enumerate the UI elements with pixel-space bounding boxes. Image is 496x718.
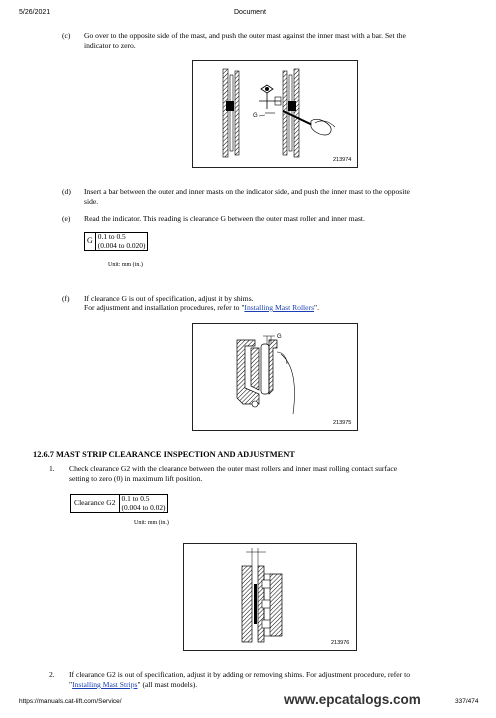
clearance-g2-name: Clearance G2 — [71, 495, 120, 513]
clearance-g-values — [95, 233, 148, 251]
step-f-label: (f) — [62, 294, 70, 303]
clearance-g-in: (0.004 to 0.020) — [97, 240, 146, 250]
clearance-g2-mm: 0.1 to 0.5 — [121, 494, 150, 503]
fig1-number: 213974 — [333, 157, 352, 163]
section-step-1-line1: Check clearance G2 with the clearance between the outer mast rollers and inner mast rolling contact surface — [69, 464, 398, 473]
step-d-line1: Insert a bar between the outer and inner masts on the indicator side, and push the inner mast to the opposite — [84, 187, 410, 196]
mast-indicator-drawing — [193, 61, 357, 167]
step-f-line1: If clearance G is out of specification, adjust it by shims. — [84, 294, 254, 303]
section-step-2-line2-pre: " — [69, 680, 73, 689]
figure-indicator-setup — [192, 60, 358, 168]
step-f-line2 — [84, 303, 319, 313]
section-step-1-label: 1. — [49, 464, 55, 473]
installing-mast-strips-link[interactable]: Installing Mast Strips — [72, 680, 138, 689]
section-step-2-line1: If clearance G2 is out of specification, adjust it by adding or removing shims. For adjustment procedure, refer to — [69, 670, 410, 679]
figure-clearance-g — [192, 323, 358, 431]
section-title: 12.6.7 MAST STRIP CLEARANCE INSPECTION AND ADJUSTMENT — [33, 450, 295, 459]
footer-url: https://manuals.cat-lift.com/Service/ — [19, 698, 122, 705]
mast-profile-drawing — [193, 324, 357, 430]
figure-clearance-g2 — [183, 543, 357, 651]
step-c-line1: Go over to the opposite side of the mast, and push the outer mast against the inner mast with a bar. Set the — [84, 31, 406, 40]
clearance-g-table — [84, 232, 148, 251]
clearance-g2-values — [119, 495, 168, 513]
section-step-2-label: 2. — [49, 670, 55, 679]
mast-strip-drawing — [184, 544, 356, 650]
section-step-2-line2-post: " (all mast models). — [137, 680, 198, 689]
watermark: www.epcatalogs.com — [284, 692, 421, 707]
print-title: Document — [234, 9, 266, 16]
fig1-label-g: G — [253, 113, 258, 119]
step-f-line2-post: ". — [314, 303, 320, 312]
fig2-number: 213975 — [333, 420, 352, 426]
clearance-g2-unit: Unit: mm (in.) — [134, 520, 169, 526]
step-e-label: (e) — [62, 214, 71, 223]
fig2-label-g: G — [277, 334, 282, 340]
step-c-line2: indicator to zero. — [84, 41, 136, 50]
fig3-number: 213976 — [331, 640, 350, 646]
section-step-1-line2: setting to zero (0) in maximum lift position. — [69, 474, 203, 483]
clearance-g-unit: Unit: mm (in.) — [108, 262, 143, 268]
step-f-line2-pre: For adjustment and installation procedures, refer to " — [84, 303, 245, 312]
step-c-label: (c) — [62, 31, 71, 40]
step-d-label: (d) — [62, 187, 71, 196]
step-d-line2: side. — [84, 197, 99, 206]
section-step-2-line2 — [69, 680, 197, 690]
print-date: 5/26/2021 — [19, 9, 51, 16]
step-e-text: Read the indicator. This reading is clearance G between the outer mast roller and inner mast. — [84, 214, 365, 223]
footer-page: 337/474 — [455, 698, 479, 705]
clearance-g-mm: 0.1 to 0.5 — [97, 232, 126, 241]
installing-mast-rollers-link[interactable]: Installing Mast Rollers — [244, 303, 315, 312]
clearance-g2-table — [70, 494, 168, 513]
clearance-g-name: G — [85, 233, 96, 251]
clearance-g2-in: (0.004 to 0.02) — [121, 502, 166, 512]
